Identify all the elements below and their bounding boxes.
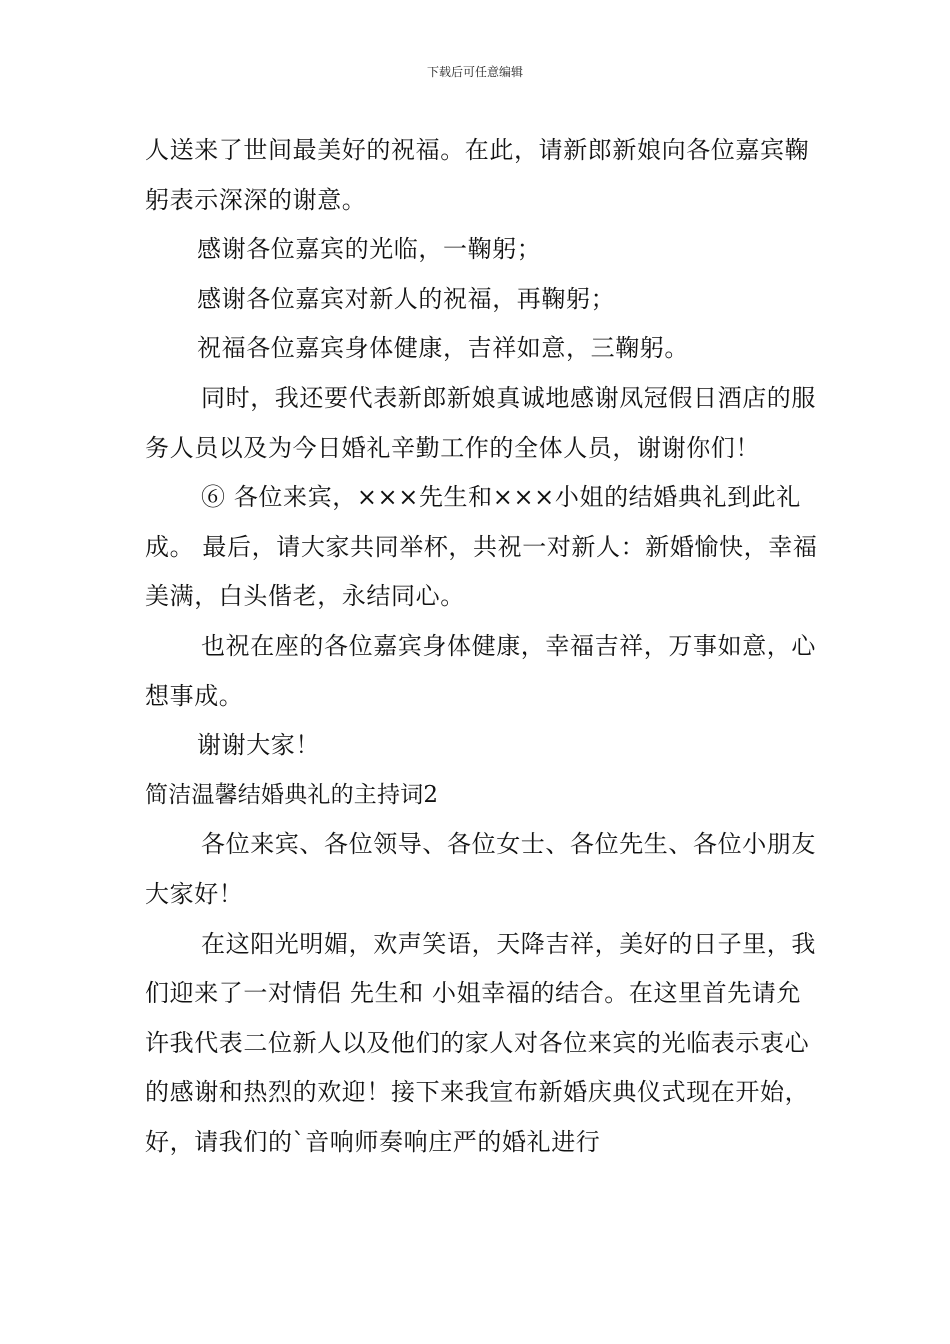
paragraph-blessing-continuation: 人送来了世间最美好的祝福。在此，请新郎新娘向各位嘉宾鞠躬表示深深的谢意。 <box>145 136 810 214</box>
paragraph-staff-thanks: 同时，我还要代表新郎新娘真诚地感谢凤冠假日酒店的服务人员以及为今日婚礼辛勤工作的全体人员，谢谢你们！ <box>145 383 816 462</box>
section-title: 简洁温馨结婚典礼的主持词2 <box>145 781 439 808</box>
paragraph-opening: 在这阳光明媚，欢声笑语，天降吉祥，美好的日子里，我们迎来了一对情侣 先生和 小姐幸福的结合。在这里首先请允许我代表二位新人以及他们的家人对各位来宾的光临表示衷心的感谢和热烈的欢迎！接下来我宣布新婚庆典仪式现在开始，好，请我们的`音响师奏响庄严的婚礼进行 <box>145 929 816 1156</box>
paragraph-guest-wishes: 也祝在座的各位嘉宾身体健康，幸福吉祥，万事如意，心想事成。 <box>145 631 816 710</box>
paragraph-greeting: 各位来宾、各位领导、各位女士、各位先生、各位小朋友大家好！ <box>145 830 816 908</box>
paragraph-thank-you: 谢谢大家！ <box>197 731 320 760</box>
paragraph-second-bow: 感谢各位嘉宾对新人的祝福，再鞠躬； <box>197 284 616 313</box>
page-header-note: 下载后可任意编辑 <box>426 65 523 79</box>
document-body <box>145 126 825 1167</box>
paragraph-first-bow: 感谢各位嘉宾的光临，一鞠躬； <box>197 235 542 264</box>
paragraph-ceremony-closing: ⑥ 各位来宾，×××先生和×××小姐的结婚典礼到此礼成。 最后，请大家共同举杯，共祝一对新人：新婚愉快，幸福美满，白头偕老，永结同心。 <box>145 483 818 611</box>
paragraph-third-bow: 祝福各位嘉宾身体健康，吉祥如意，三鞠躬。 <box>197 334 689 363</box>
